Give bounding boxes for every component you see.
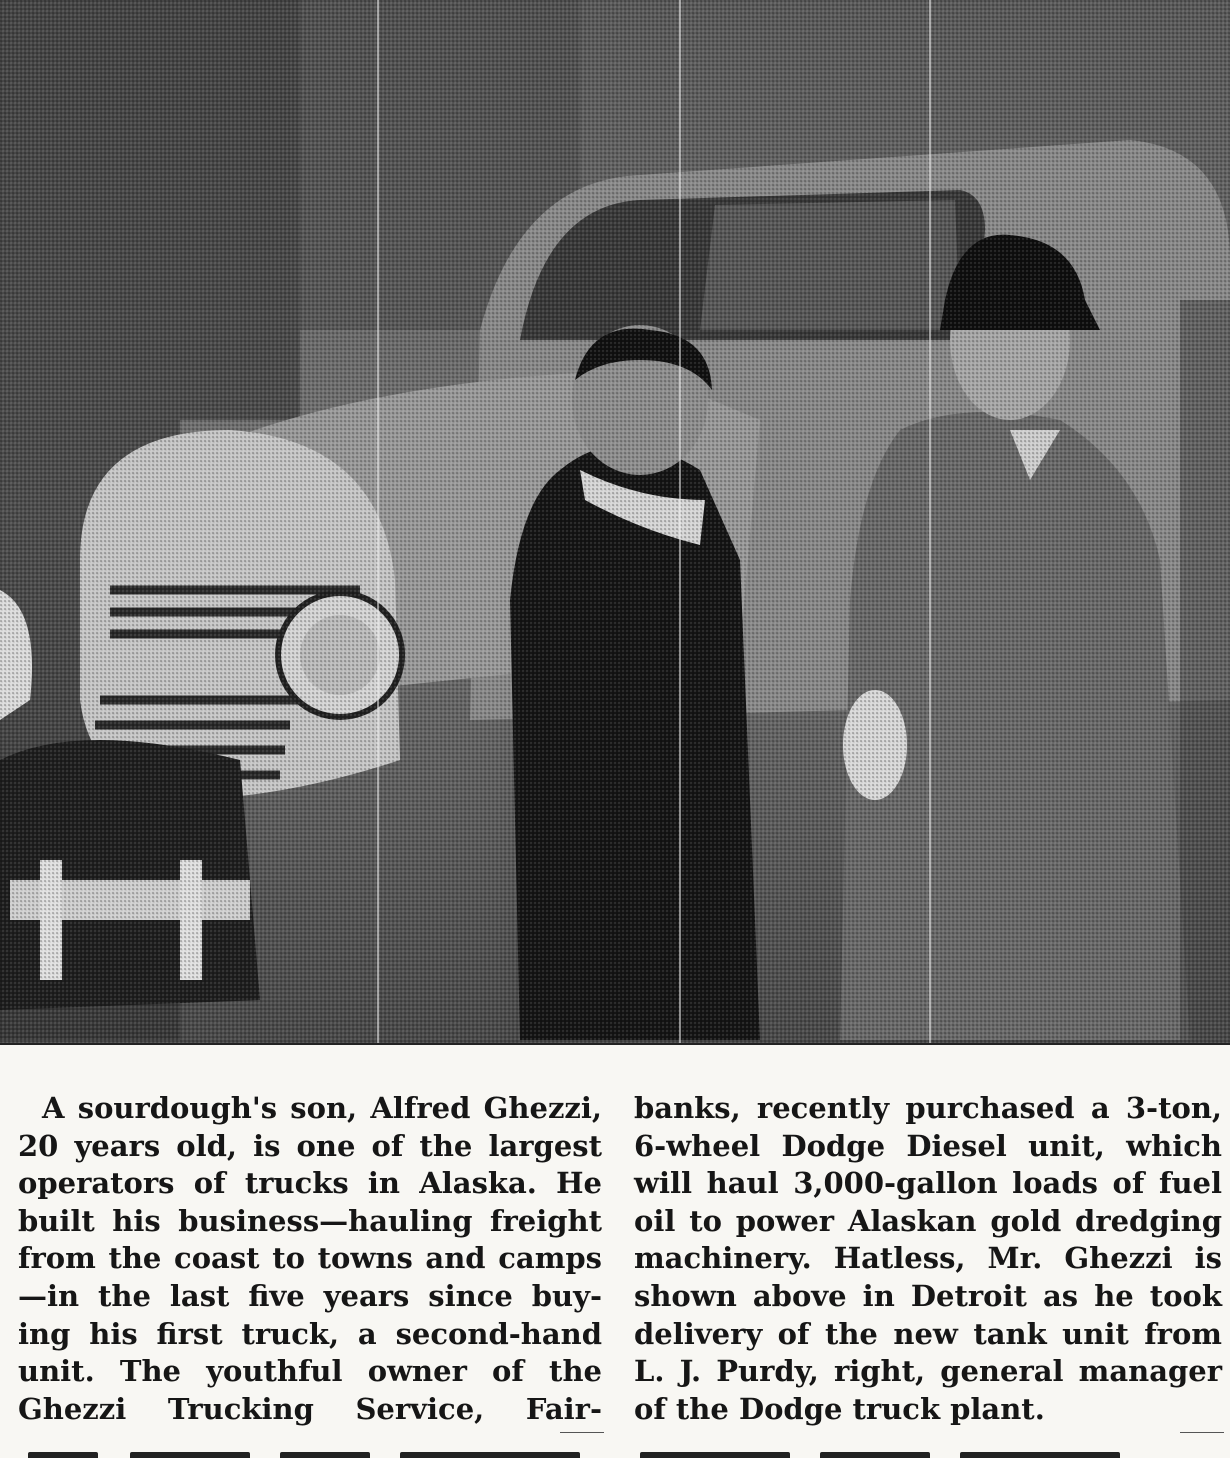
caption-line: A sourdough's son, Alfred Ghezzi, [42, 1091, 602, 1125]
caption-line: operators of trucks in Alaska. He [18, 1166, 602, 1201]
column-rule-left [560, 1432, 604, 1433]
caption-line: machinery. Hatless, Mr. Ghezzi is [634, 1241, 1222, 1276]
caption-line: shown above in Detroit as he took [634, 1278, 1222, 1313]
caption-column-left [18, 1090, 602, 1428]
caption-line: Ghezzi Trucking Service, Fair- [18, 1391, 602, 1426]
caption-line: ing his first truck, a second-hand [18, 1316, 602, 1351]
caption-column-right [634, 1090, 1222, 1428]
cut-text-fragment [400, 1452, 580, 1458]
photo-bottom-border [0, 1043, 1230, 1045]
cut-text-fragment [28, 1452, 98, 1458]
cut-text-fragment [820, 1452, 930, 1458]
cut-text-fragment [280, 1452, 370, 1458]
caption-line: —in the last five years since buy- [18, 1278, 602, 1313]
caption-line: unit. The youthful owner of the [18, 1354, 602, 1389]
caption-line: oil to power Alaskan gold dredging [634, 1203, 1222, 1238]
caption-line: from the coast to towns and camps [18, 1241, 602, 1276]
caption-line: built his business—hauling freight [18, 1203, 602, 1238]
cut-text-fragment [640, 1452, 790, 1458]
caption-line: 6-wheel Dodge Diesel unit, which [634, 1128, 1222, 1163]
cut-text-fragment [130, 1452, 250, 1458]
cut-text-fragment [960, 1452, 1120, 1458]
caption-line: of the Dodge truck plant. [634, 1391, 1045, 1426]
caption-line: will haul 3,000-gallon loads of fuel [634, 1166, 1222, 1201]
column-rule-right [1180, 1432, 1224, 1433]
caption-line: 20 years old, is one of the largest [18, 1128, 602, 1163]
caption-line: L. J. Purdy, right, general manager [634, 1354, 1222, 1389]
caption-line: delivery of the new tank unit from [634, 1316, 1222, 1351]
caption-line: banks, recently purchased a 3-ton, [634, 1091, 1222, 1125]
cut-off-next-line [0, 1446, 1230, 1458]
